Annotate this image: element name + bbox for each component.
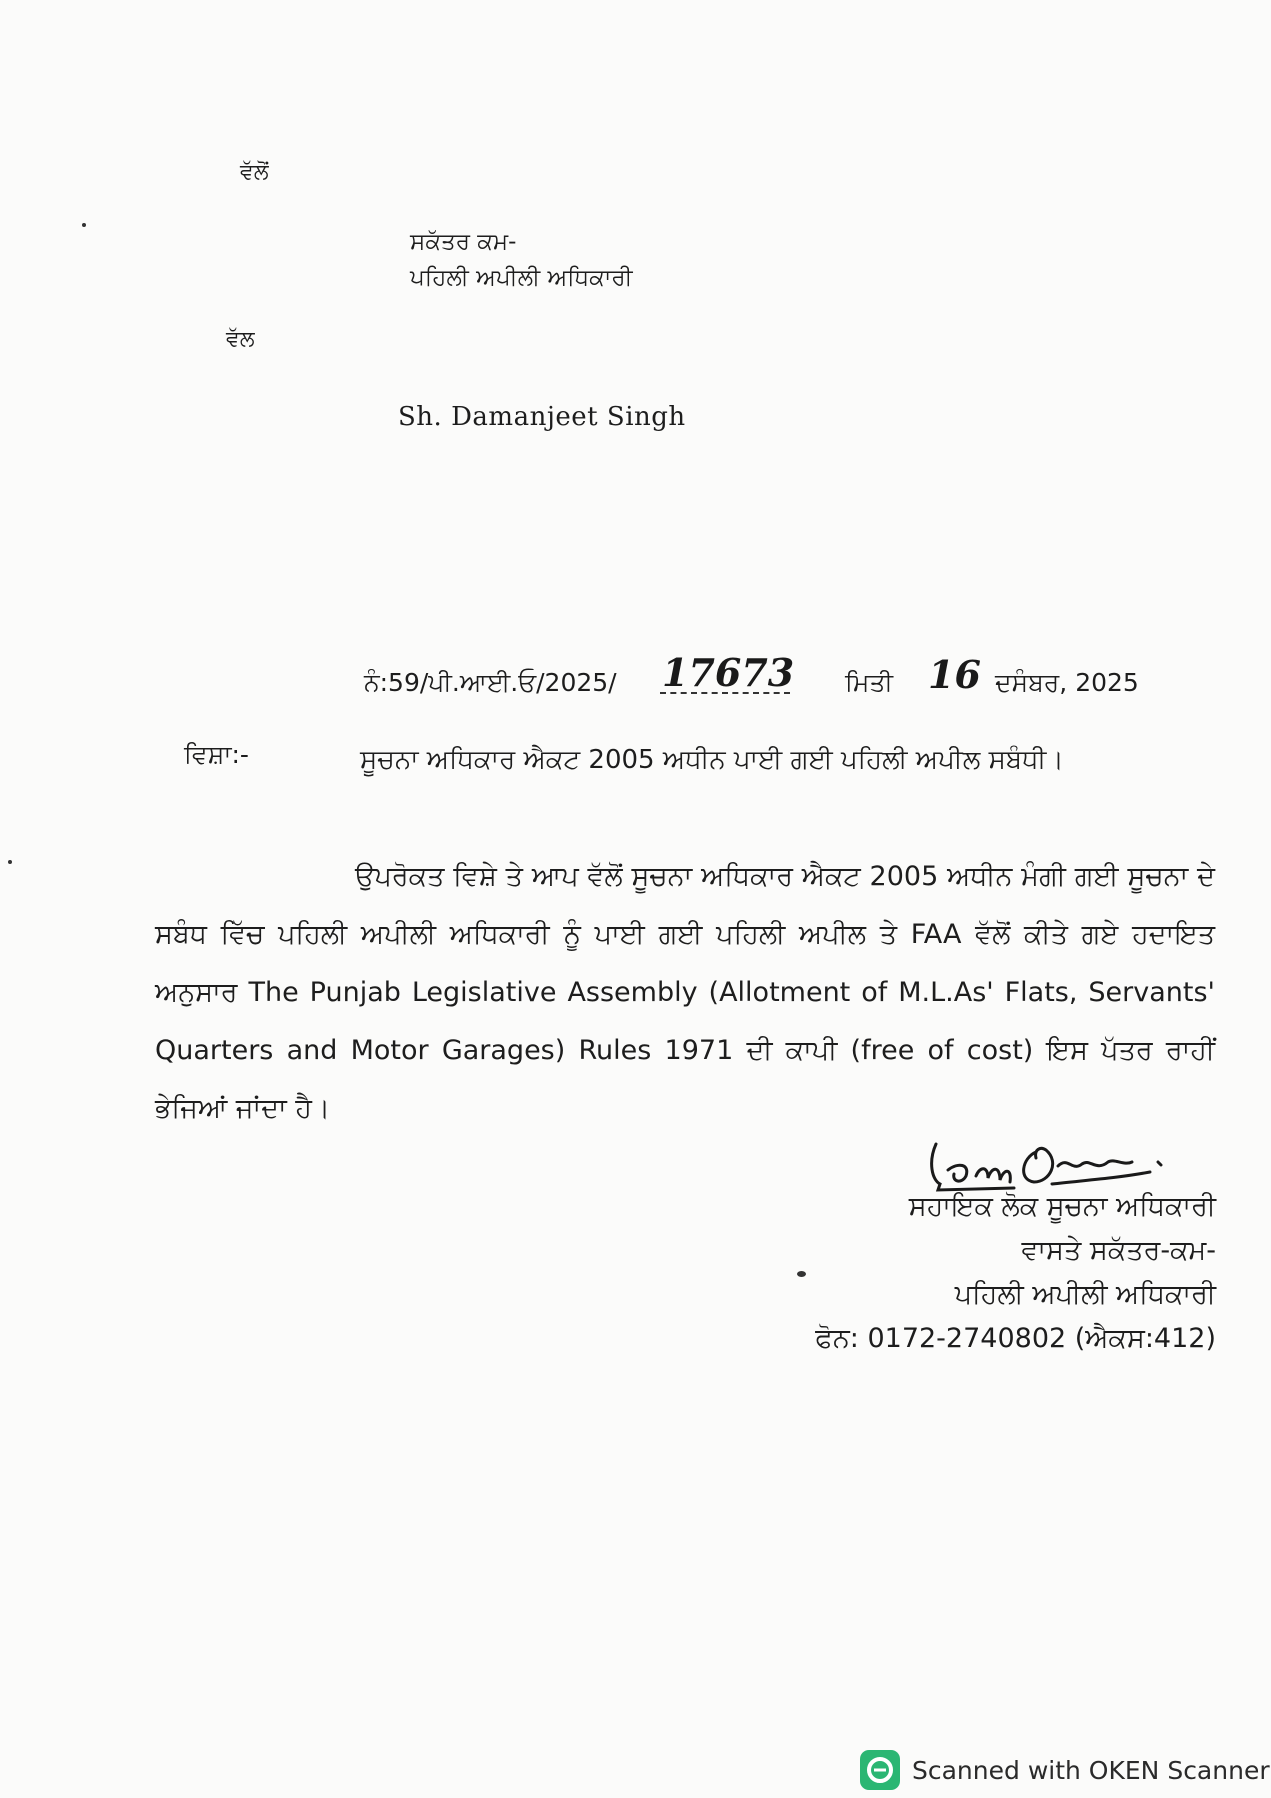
scanner-text: Scanned with OKEN Scanner xyxy=(912,1755,1270,1785)
designation-line-3: ਪਹਿਲੀ ਅਪੀਲੀ ਅਧਿਕਾਰੀ xyxy=(954,1279,1216,1310)
designation-line-1: ਸਹਾਇਕ ਲੋਕ ਸੂਚਨਾ ਅਧਿਕਾਰੀ xyxy=(908,1191,1216,1222)
date-label: ਮਿਤੀ xyxy=(845,668,894,697)
from-label: ਵੱਲੋਂ xyxy=(240,160,269,185)
scan-speck xyxy=(82,223,86,227)
signature-block xyxy=(815,1185,1216,1361)
designation-line-2: ਵਾਸਤੇ ਸਕੱਤਰ-ਕਮ- xyxy=(1021,1235,1216,1266)
scanner-watermark xyxy=(860,1750,1270,1790)
reference-underline xyxy=(660,692,790,694)
date-day-handwritten: 16 xyxy=(928,652,981,697)
to-label: ਵੱਲ xyxy=(226,327,255,352)
addressee-name: Sh. Damanjeet Singh xyxy=(398,402,686,432)
body-paragraph: ਉਪਰੋਕਤ ਵਿਸ਼ੇ ਤੇ ਆਪ ਵੱਲੋਂ ਸੂਚਨਾ ਅਧਿਕਾਰ ਐਕਟ 2005 ਅਧੀਨ ਮੰਗੀ ਗਈ ਸੂਚਨਾ ਦੇ ਸਬੰਧ ਵਿੱਚ ਪਹਿਲੀ ਅਪੀਲੀ ਅਧਿਕਾਰੀ ਨੂੰ ਪਾਈ ਗਈ ਪਹਿਲੀ ਅਪੀਲ ਤੇ FAA ਵੱਲੋਂ ਕੀਤੇ ਗਏ ਹਦਾਇਤ ਅਨੁਸਾਰ The Punjab Legislative Assembly (Allotment of M.L.As' Flats, Servants' Quarters and Motor Garages) Rules 1971 ਦੀ ਕਾਪੀ (free of cost) ਇਸ ਪੱਤਰ ਰਾਹੀਂ ਭੇਜਿਆਂ ਜਾਂਦਾ ਹੈ। xyxy=(155,861,1215,1124)
phone-number: ਫੋਨ: 0172-2740802 (ਐਕਸ:412) xyxy=(815,1323,1216,1354)
reference-number-prefix: ਨੰ:59/ਪੀ.ਆਈ.ਓ/2025/ xyxy=(364,668,617,697)
from-line-1: ਸਕੱਤਰ ਕਮ- xyxy=(410,229,517,255)
subject-text: ਸੂਚਨਾ ਅਧਿਕਾਰ ਐਕਟ 2005 ਅਧੀਨ ਪਾਈ ਗਈ ਪਹਿਲੀ ਅਪੀਲ ਸਬੰਧੀ। xyxy=(360,745,1064,775)
date-month-year: ਦਸੰਬਰ, 2025 xyxy=(995,668,1139,697)
reference-number-handwritten: 17673 xyxy=(662,650,795,695)
from-line-2: ਪਹਿਲੀ ਅਪੀਲੀ ਅਧਿਕਾਰੀ xyxy=(410,265,633,291)
scan-speck xyxy=(797,1271,806,1277)
subject-label: ਵਿਸ਼ਾ:- xyxy=(184,740,249,769)
scan-speck xyxy=(8,860,12,864)
oken-scanner-logo-icon xyxy=(860,1750,900,1790)
